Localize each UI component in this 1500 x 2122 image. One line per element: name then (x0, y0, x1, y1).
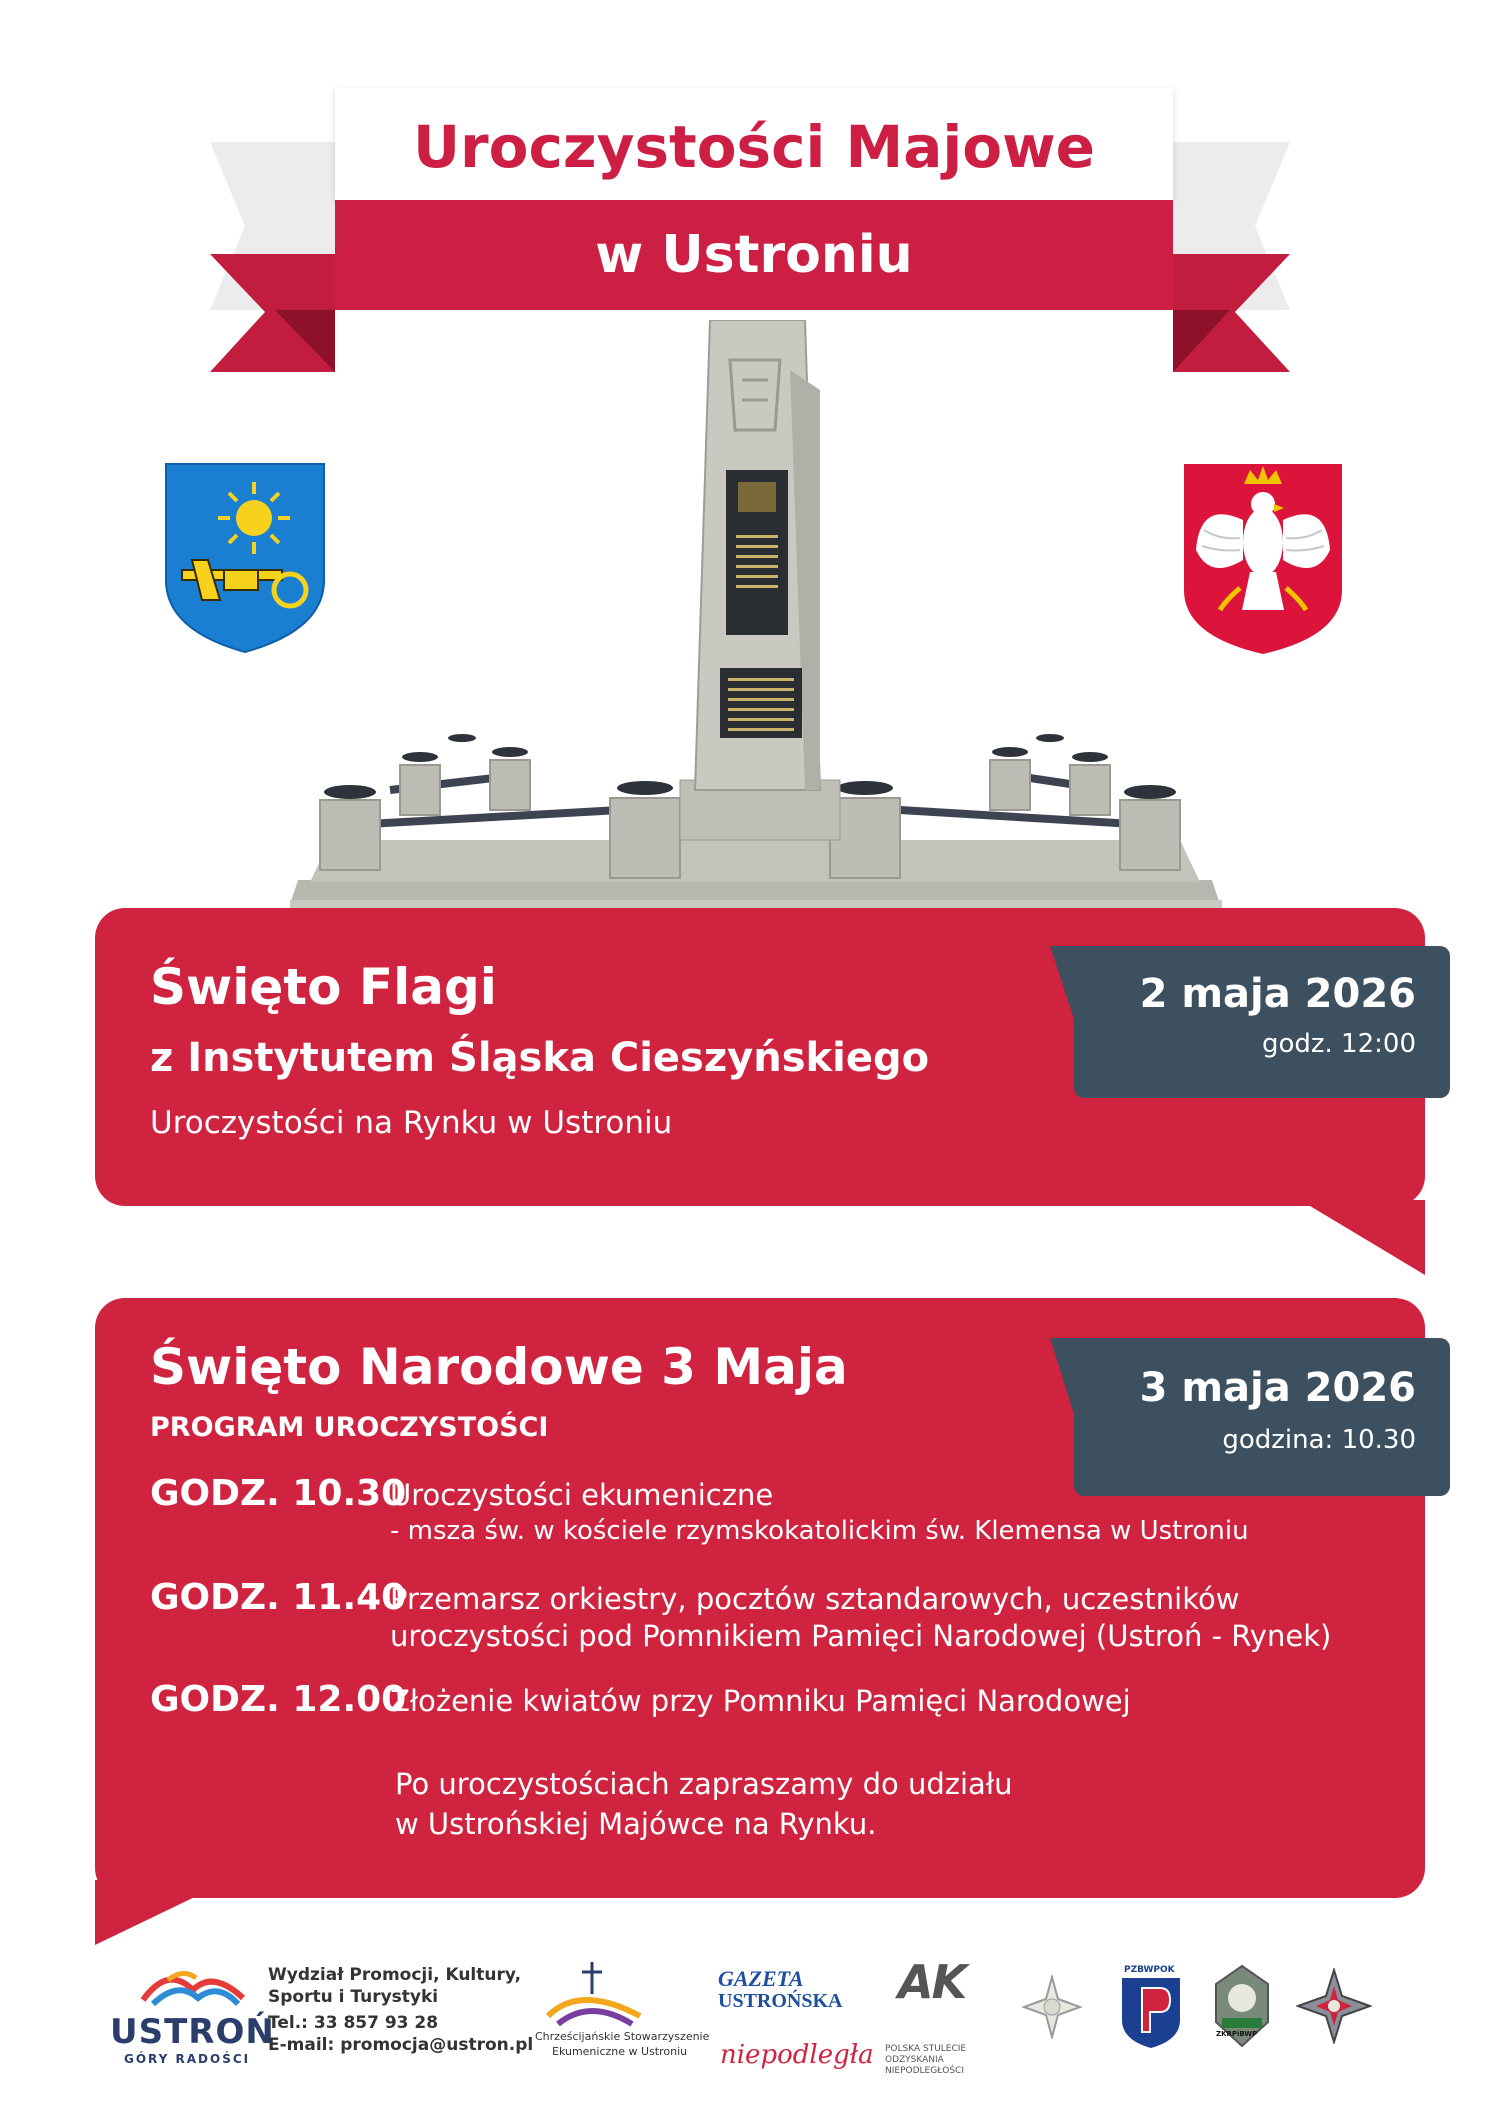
niepodlegla-small: POLSKA STULECIE ODZYSKANIA NIEPODLEGŁOŚCI (885, 2044, 967, 2076)
event2-time: godzina: 10.30 (1222, 1425, 1416, 1455)
monument-image (290, 320, 1230, 950)
page-title: Uroczystości Majowe (412, 113, 1096, 181)
closing-text-line1: Po uroczystościach zapraszamy do udziału (395, 1767, 1013, 1801)
program-time: GODZ. 12.00 (150, 1679, 407, 1720)
star-cross-emblem-icon (1296, 1968, 1372, 2044)
dept-phone: Tel.: 33 857 93 28 (268, 2013, 439, 2033)
panel1-tail (1300, 1200, 1430, 1280)
niepodlegla-logo: niepodległa (720, 2040, 874, 2070)
panel2-tail (95, 1880, 235, 1950)
ustron-logo-icon (138, 1960, 248, 2010)
church-association-logo-icon (540, 1960, 650, 2030)
event2-date-box-notch (1050, 1338, 1140, 1496)
dept-email: E-mail: promocja@ustron.pl (268, 2035, 534, 2055)
pzbwpok-shield-icon (1120, 1962, 1182, 2050)
program-time: GODZ. 10.30 (150, 1473, 407, 1514)
program-text: Złożenie kwiatów przy Pomniku Pamięci Narodowej (390, 1684, 1131, 1718)
pzbwpok-label: PZBWPOK (1124, 1965, 1175, 1975)
event1-date-box-notch (1050, 946, 1140, 1098)
event1-location: Uroczystości na Rynku w Ustroniu (150, 1105, 673, 1141)
zkrp-label: ZKRPiBWP (1216, 2030, 1258, 2038)
event2-date: 3 maja 2026 (1139, 1365, 1416, 1411)
gazeta-line2: USTROŃSKA (718, 1990, 843, 2012)
program-text: Przemarsz orkiestry, pocztów sztandarowych, uczestników (390, 1582, 1240, 1616)
church-line2: Ekumeniczne w Ustroniu (552, 2045, 688, 2058)
event2-title: Święto Narodowe 3 Maja (150, 1338, 848, 1396)
closing-text-line2: w Ustrońskiej Majówce na Rynku. (395, 1807, 877, 1841)
page-subtitle: w Ustroniu (595, 225, 913, 285)
event1-title: Święto Flagi (150, 958, 497, 1016)
ustron-logo-tagline: GÓRY RADOŚCI (124, 2052, 251, 2066)
cross-emblem-icon (1020, 1975, 1084, 2039)
program-text: uroczystości pod Pomnikiem Pamięci Narodowej (Ustroń - Rynek) (390, 1619, 1332, 1653)
dept-line2: Sportu i Turystyki (268, 1987, 439, 2007)
program-time: GODZ. 11.40 (150, 1577, 407, 1618)
event1-date: 2 maja 2026 (1139, 971, 1416, 1017)
gazeta-ustronska-logo (718, 1968, 858, 2012)
program-text: Uroczystości ekumeniczne (390, 1478, 774, 1512)
event1-subtitle: z Instytutem Śląska Cieszyńskiego (150, 1035, 930, 1081)
ak-logo: AK (898, 1955, 966, 2009)
ustron-logo-text: USTROŃ (110, 2012, 275, 2052)
church-line1: Chrześcijańskie Stowarzyszenie (535, 2030, 710, 2043)
program-label: PROGRAM UROCZYSTOŚCI (150, 1412, 549, 1443)
event1-time: godz. 12:00 (1261, 1029, 1416, 1059)
gazeta-line1: GAZETA (718, 1966, 804, 1991)
program-text: - msza św. w kościele rzymskokatolickim św. Klemensa w Ustroniu (390, 1516, 1249, 1546)
dept-line1: Wydział Promocji, Kultury, (268, 1965, 522, 1985)
